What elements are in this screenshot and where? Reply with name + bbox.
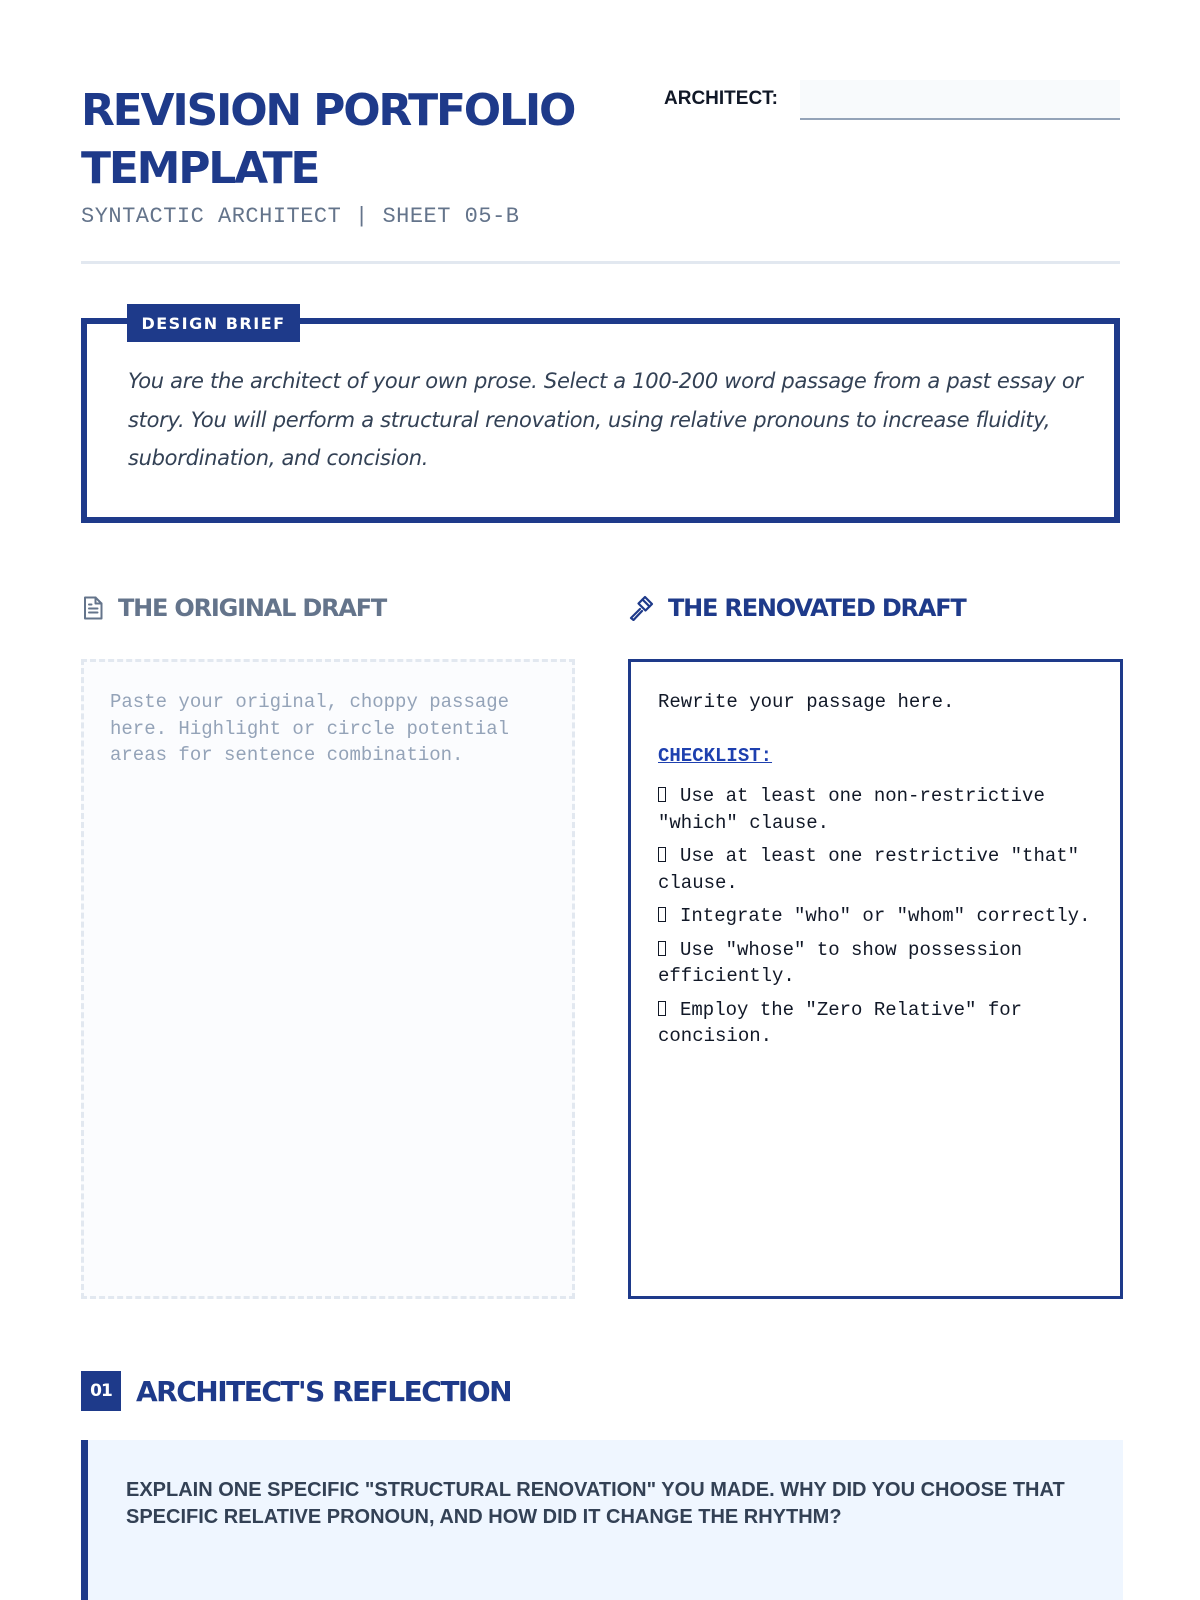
design-brief-text: You are the architect of your own prose. Select a 100-200 word passage from a past essay or story. You will perform a structural renovation, using relative pronouns to increase fluidity, subordination, and concision. — [128, 369, 1083, 470]
renovated-draft-intro: Rewrite your passage here. — [658, 691, 955, 713]
checkbox-icon[interactable] — [658, 787, 666, 802]
checkbox-icon[interactable] — [658, 941, 666, 956]
header-divider — [81, 261, 1120, 264]
checkbox-icon[interactable] — [658, 847, 666, 862]
reflection-heading — [81, 1371, 511, 1411]
renovated-draft-heading — [628, 594, 966, 622]
checklist-item[interactable] — [658, 937, 1093, 990]
section-number-badge: 01 — [81, 1371, 121, 1411]
page-title: REVISION PORTFOLIO TEMPLATE — [81, 85, 575, 194]
architect-name-input[interactable] — [800, 80, 1120, 120]
checklist-item-label: Use at least one restrictive "that" clause. — [658, 845, 1080, 894]
checklist-item[interactable] — [658, 997, 1093, 1050]
page-subtitle: SYNTACTIC ARCHITECT | SHEET 05-B — [81, 204, 520, 229]
design-brief-tag: DESIGN BRIEF — [127, 304, 300, 342]
hammer-icon — [628, 595, 654, 621]
renovated-draft-area[interactable] — [628, 659, 1123, 1299]
checklist-item-label: Use at least one non-restrictive "which" clause. — [658, 785, 1045, 834]
original-draft-heading — [82, 594, 386, 622]
reflection-prompt: EXPLAIN ONE SPECIFIC "STRUCTURAL RENOVATION" YOU MADE. WHY DID YOU CHOOSE THAT SPECIFIC RELATIVE PRONOUN, AND HOW DID IT CHANGE THE RHYTHM? — [126, 1479, 1065, 1528]
reflection-title: ARCHITECT'S REFLECTION — [136, 1374, 512, 1408]
original-draft-title: THE ORIGINAL DRAFT — [118, 594, 387, 622]
reflection-answer-area[interactable] — [81, 1440, 1123, 1600]
checklist-item[interactable] — [658, 783, 1093, 836]
original-draft-area[interactable] — [81, 659, 575, 1299]
renovated-draft-title: THE RENOVATED DRAFT — [668, 594, 966, 622]
architect-label: ARCHITECT: — [664, 88, 778, 109]
document-icon — [82, 596, 104, 620]
checkbox-icon[interactable] — [658, 907, 666, 922]
checklist-item-label: Integrate "who" or "whom" correctly. — [680, 905, 1091, 927]
checklist-item-label: Employ the "Zero Relative" for concision. — [658, 998, 1023, 1047]
checkbox-icon[interactable] — [658, 1001, 666, 1016]
checklist-item[interactable] — [658, 903, 1093, 930]
original-draft-placeholder: Paste your original, choppy passage here. Highlight or circle potential areas for sentence combination. — [110, 691, 510, 766]
checklist-title: CHECKLIST: — [658, 744, 773, 767]
checklist-item[interactable] — [658, 843, 1093, 896]
checklist-item-label: Use "whose" to show possession efficiently. — [658, 938, 1023, 987]
